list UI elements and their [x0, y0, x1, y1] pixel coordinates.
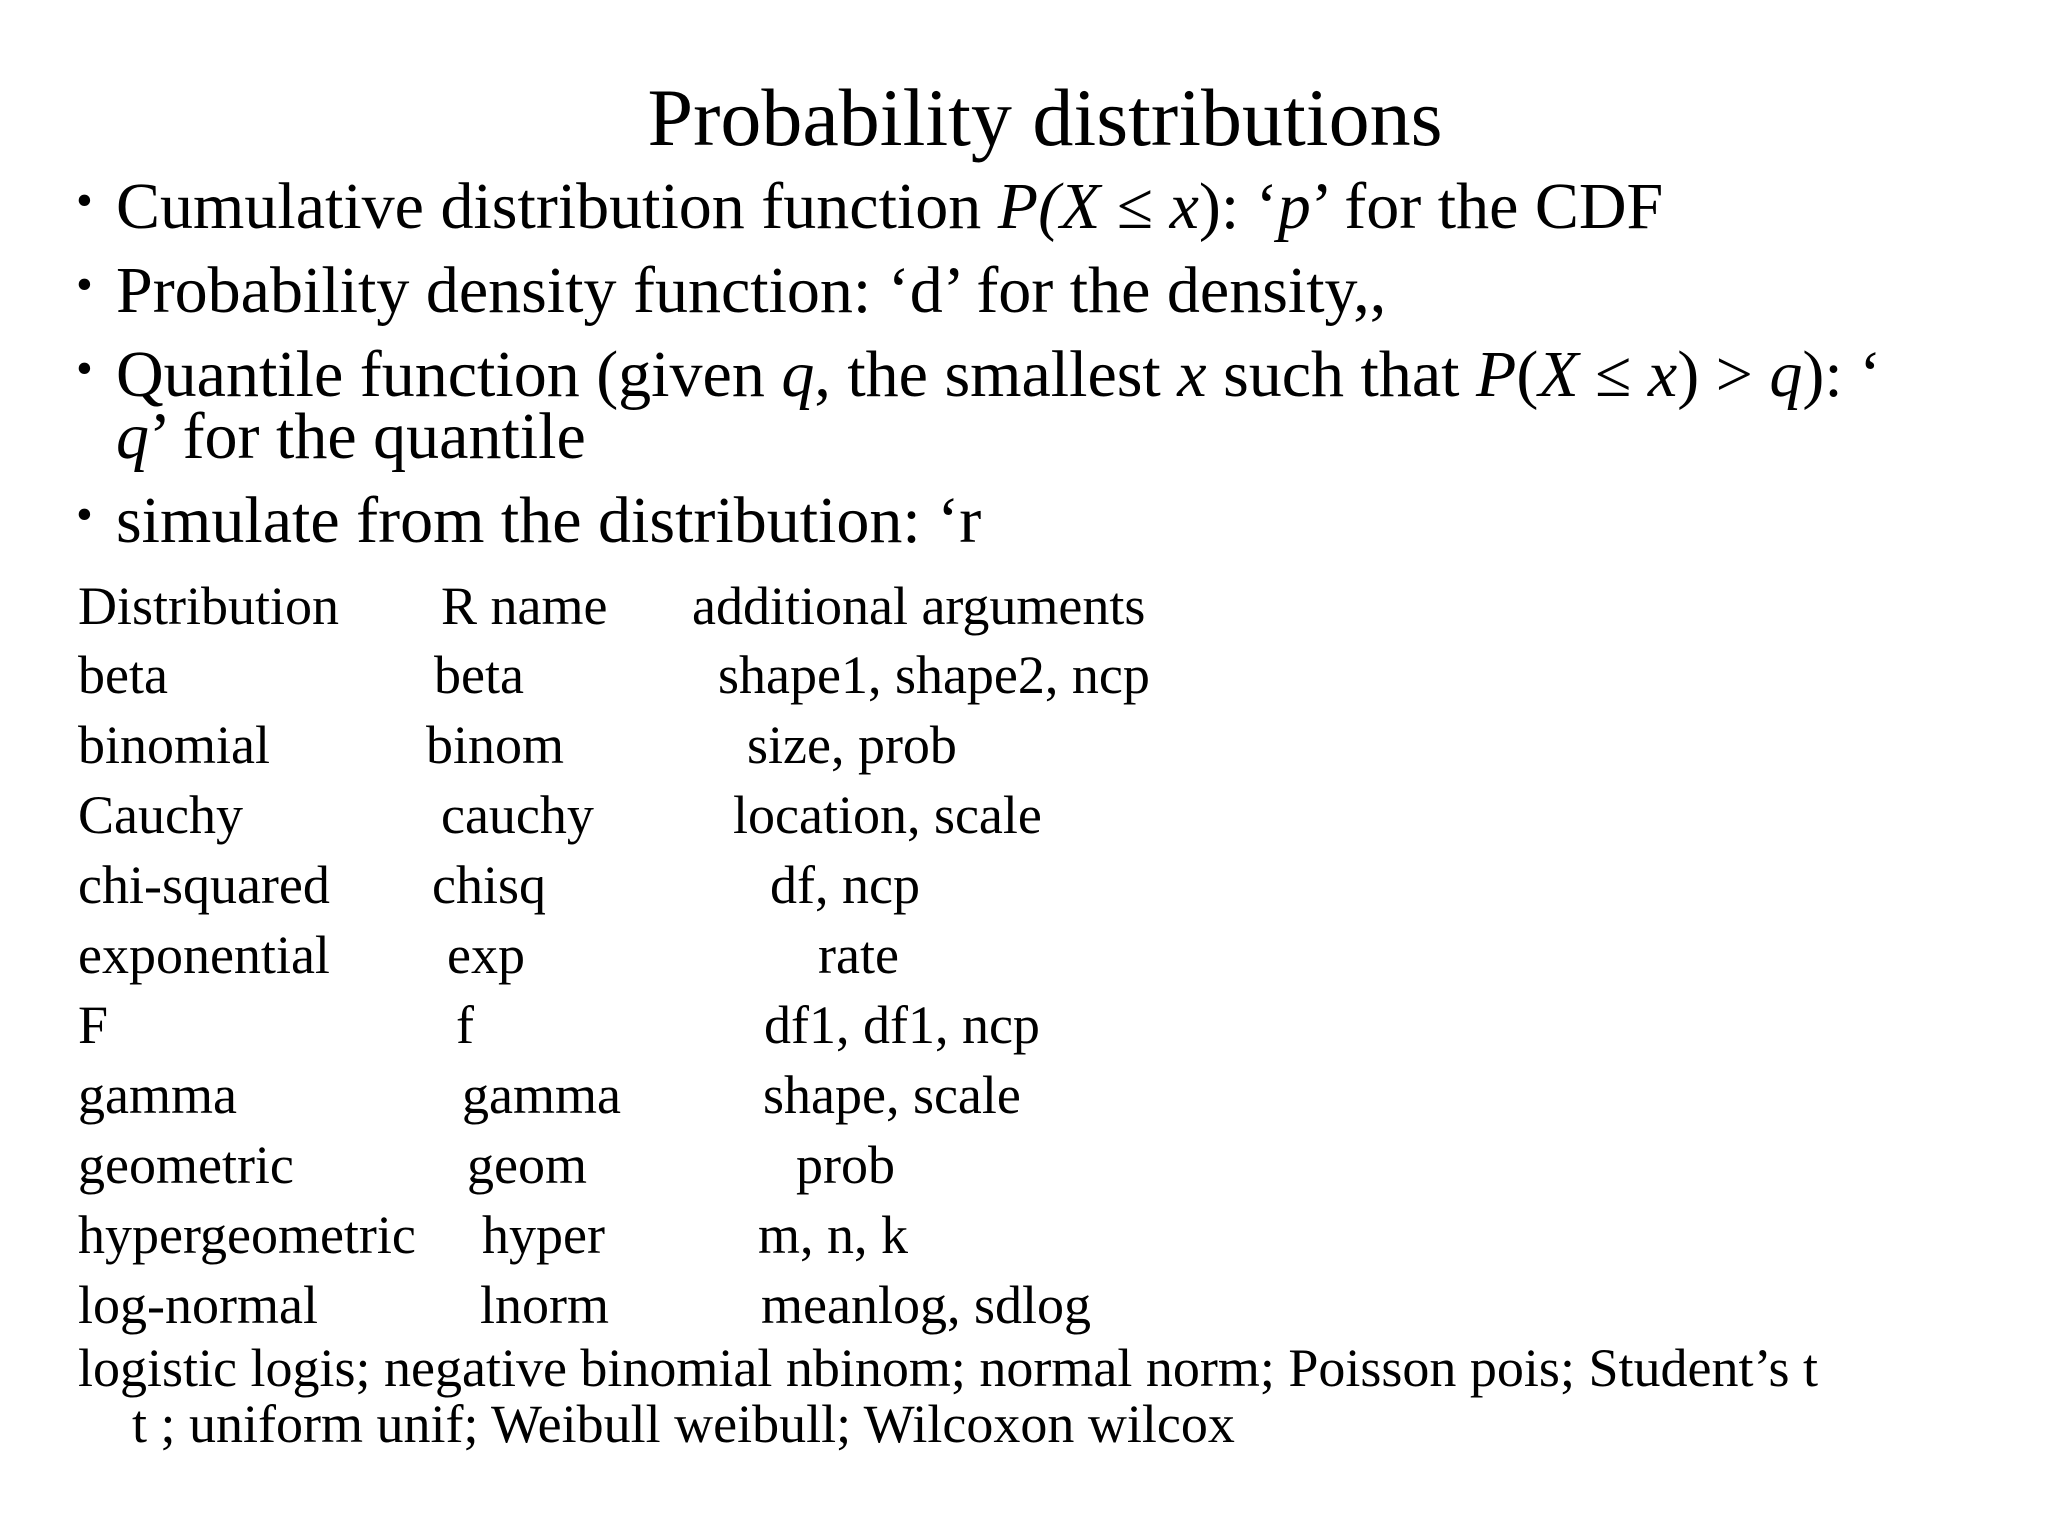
cell-distribution: log-normal [78, 1275, 318, 1335]
cell-r-name: beta [434, 645, 524, 705]
bullet-list [74, 170, 2014, 574]
cell-arguments: meanlog, sdlog [761, 1275, 1091, 1335]
footer-line-1: logistic logis; negative binomial nbinom; normal norm; Poisson pois; Student’s t [78, 1338, 1818, 1398]
bullet-text: Probability density function: ‘d’ for the density,, [116, 254, 1387, 327]
cell-arguments: location, scale [733, 785, 1042, 845]
cell-distribution: Cauchy [78, 785, 243, 845]
header-additional-arguments: additional arguments [692, 576, 1146, 636]
bullet-dot-icon: • [76, 488, 93, 541]
cell-r-name: cauchy [441, 785, 594, 845]
table-row [78, 1063, 1978, 1133]
bullet-text-line-2: q’ for the quantile [116, 400, 586, 473]
cell-distribution: chi-squared [78, 855, 330, 915]
bullet-pdf [74, 254, 2014, 327]
cell-arguments: df, ncp [770, 855, 920, 915]
table-row [78, 713, 1978, 783]
table-row [78, 923, 1978, 993]
bullet-quantile [74, 338, 2036, 473]
header-distribution: Distribution [78, 576, 340, 636]
cell-distribution: gamma [78, 1065, 237, 1125]
cell-arguments: m, n, k [758, 1205, 909, 1265]
cell-r-name: lnorm [480, 1275, 609, 1335]
table-row [78, 1133, 1978, 1203]
footer-text [78, 1340, 1978, 1452]
cell-r-name: chisq [432, 855, 546, 915]
slide-title: Probability distributions [647, 72, 1443, 163]
table-row [78, 853, 1978, 923]
cell-arguments: df1, df1, ncp [764, 995, 1040, 1055]
cell-r-name: exp [447, 925, 525, 985]
cell-arguments: size, prob [747, 715, 957, 775]
cell-arguments: shape1, shape2, ncp [718, 645, 1150, 705]
cell-distribution: beta [78, 645, 168, 705]
table-header-row [78, 574, 1978, 644]
table-row [78, 643, 1978, 713]
cell-distribution: binomial [78, 715, 270, 775]
bullet-cdf [74, 170, 2014, 243]
bullet-simulate [74, 484, 2014, 557]
table-row [78, 1203, 1978, 1273]
cell-arguments: rate [818, 925, 899, 985]
bullet-text-line-1: Quantile function (given q, the smallest x such that P(X ≤ x) > q): ‘ [116, 338, 1882, 411]
bullet-text: Cumulative distribution function P(X ≤ x): ‘p’ for the CDF [116, 170, 1664, 243]
cell-distribution: exponential [78, 925, 330, 985]
bullet-dot-icon: • [76, 342, 93, 395]
cell-r-name: geom [467, 1135, 587, 1195]
cell-r-name: binom [426, 715, 565, 775]
cell-distribution: F [78, 995, 109, 1055]
bullet-text: simulate from the distribution: ‘r [116, 484, 982, 557]
footer-line-2: t ; uniform unif; Weibull weibull; Wilcoxon wilcox [132, 1394, 1235, 1454]
header-r-name: R name [441, 576, 608, 636]
cell-r-name: hyper [482, 1205, 605, 1265]
cell-arguments: prob [796, 1135, 895, 1195]
cell-arguments: shape, scale [763, 1065, 1021, 1125]
table-row [78, 1273, 1978, 1343]
bullet-dot-icon: • [76, 174, 93, 227]
cell-r-name: f [456, 995, 474, 1055]
bullet-dot-icon: • [76, 258, 93, 311]
table-row [78, 993, 1978, 1063]
cell-distribution: geometric [78, 1135, 294, 1195]
cell-distribution: hypergeometric [78, 1205, 416, 1265]
cell-r-name: gamma [462, 1065, 621, 1125]
table-row [78, 783, 1978, 853]
